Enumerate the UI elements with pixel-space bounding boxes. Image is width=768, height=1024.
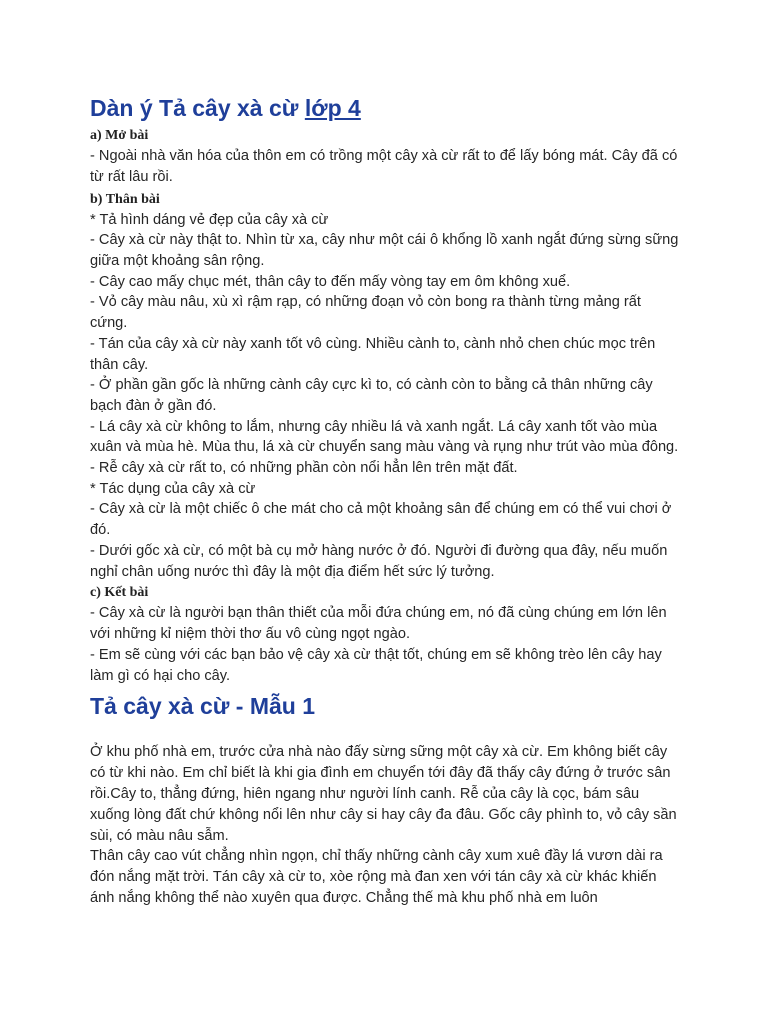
ket-bai-line: - Cây xà cừ là người bạn thân thiết của mỗi đứa chúng em, nó đã cùng chúng em lớn lên với những kỉ niệm thời thơ ấu vô cùng ngọt ngào. (90, 605, 667, 643)
than-bai-line: - Cây xà cừ là một chiếc ô che mát cho cả một khoảng sân để chúng em có thể vui chơi ở đó. (90, 501, 672, 539)
essay-paragraph: Thân cây cao vút chẳng nhìn ngọn, chỉ thấy những cành cây xum xuê đầy lá vươn dài ra đón nắng mặt trời. Tán cây xà cừ to, xòe rộng mà đan xen với tán cây xà cừ khác khiến ánh nắng không thể nào xuyên qua được. Chẳng thế mà khu phố nhà em luôn (90, 848, 663, 907)
than-bai-line: - Vỏ cây màu nâu, xù xì rậm rạp, có những đoạn vỏ còn bong ra thành từng mảng rất cứng. (90, 294, 641, 332)
outline-title (90, 92, 680, 124)
document-page (90, 92, 680, 909)
essay-paragraph: Ở khu phố nhà em, trước cửa nhà nào đấy sừng sững một cây xà cừ. Em không biết cây có từ khi nào. Em chỉ biết là khi gia đình em chuyển tới đây đã thấy cây đứng ở trước sân rồi.Cây to, thẳng đứng, hiên ngang như người lính canh. Rễ của cây là cọc, bám sâu xuống lòng đất chứ không nổi lên như cây si hay cây đa đâu. Gốc cây phình to, vỏ cây sần sùi, có màu nâu sẫm. (90, 744, 677, 844)
ket-bai-line: - Em sẽ cùng với các bạn bảo vệ cây xà cừ thật tốt, chúng em sẽ không trèo lên cây hay làm gì có hại cho cây. (90, 646, 662, 684)
than-bai-block (90, 210, 680, 583)
section-heading-mo-bai: a) Mở bài (90, 128, 149, 143)
than-bai-line: - Cây cao mấy chục mét, thân cây to đến mấy vòng tay em ôm không xuể. (90, 273, 571, 290)
than-bai-line: * Tác dụng của cây xà cừ (90, 480, 256, 497)
essay-body (90, 742, 680, 908)
than-bai-line: - Rễ cây xà cừ rất to, có những phần còn nổi hẳn lên trên mặt đất. (90, 460, 518, 477)
than-bai-line: - Lá cây xà cừ không to lắm, nhưng cây nhiều lá và xanh ngắt. Lá cây xanh tốt vào mùa xuân và mùa hè. Mùa thu, lá xà cừ chuyển sang màu vàng và rụng như trút vào mùa đông. (90, 418, 679, 456)
essay-title: Tả cây xà cừ - Mẫu 1 (90, 693, 316, 720)
than-bai-line: * Tả hình dáng vẻ đẹp của cây xà cừ (90, 211, 329, 228)
mo-bai-line: - Ngoài nhà văn hóa của thôn em có trồng một cây xà cừ rất to để lấy bóng mát. Cây đã có từ rất lâu rồi. (90, 148, 678, 185)
section-heading-than-bai: b) Thân bài (90, 191, 160, 207)
grade-link[interactable]: lớp 4 (304, 95, 361, 121)
section-heading-ket-bai: c) Kết bài (90, 585, 149, 601)
than-bai-line: - Tán của cây xà cừ này xanh tốt vô cùng. Nhiều cành to, cành nhỏ chen chúc mọc trên thân cây. (90, 335, 656, 373)
than-bai-line: - Cây xà cừ này thật to. Nhìn từ xa, cây như một cái ô khổng lồ xanh ngắt đứng sừng sững giữa một khoảng sân rộng. (90, 232, 679, 269)
outline-title-text: Dàn ý Tả cây xà cừ (90, 95, 305, 121)
than-bai-line: - Ở phần gần gốc là những cành cây cực kì to, có cành còn to bằng cả thân những cây bạch đàn ở gần đó. (90, 377, 653, 414)
than-bai-line: - Dưới gốc xà cừ, có một bà cụ mở hàng nước ở đó. Người đi đường qua đây, nếu muốn nghỉ chân uống nước thì đây là một địa điểm hết sức lý tưởng. (90, 542, 668, 580)
